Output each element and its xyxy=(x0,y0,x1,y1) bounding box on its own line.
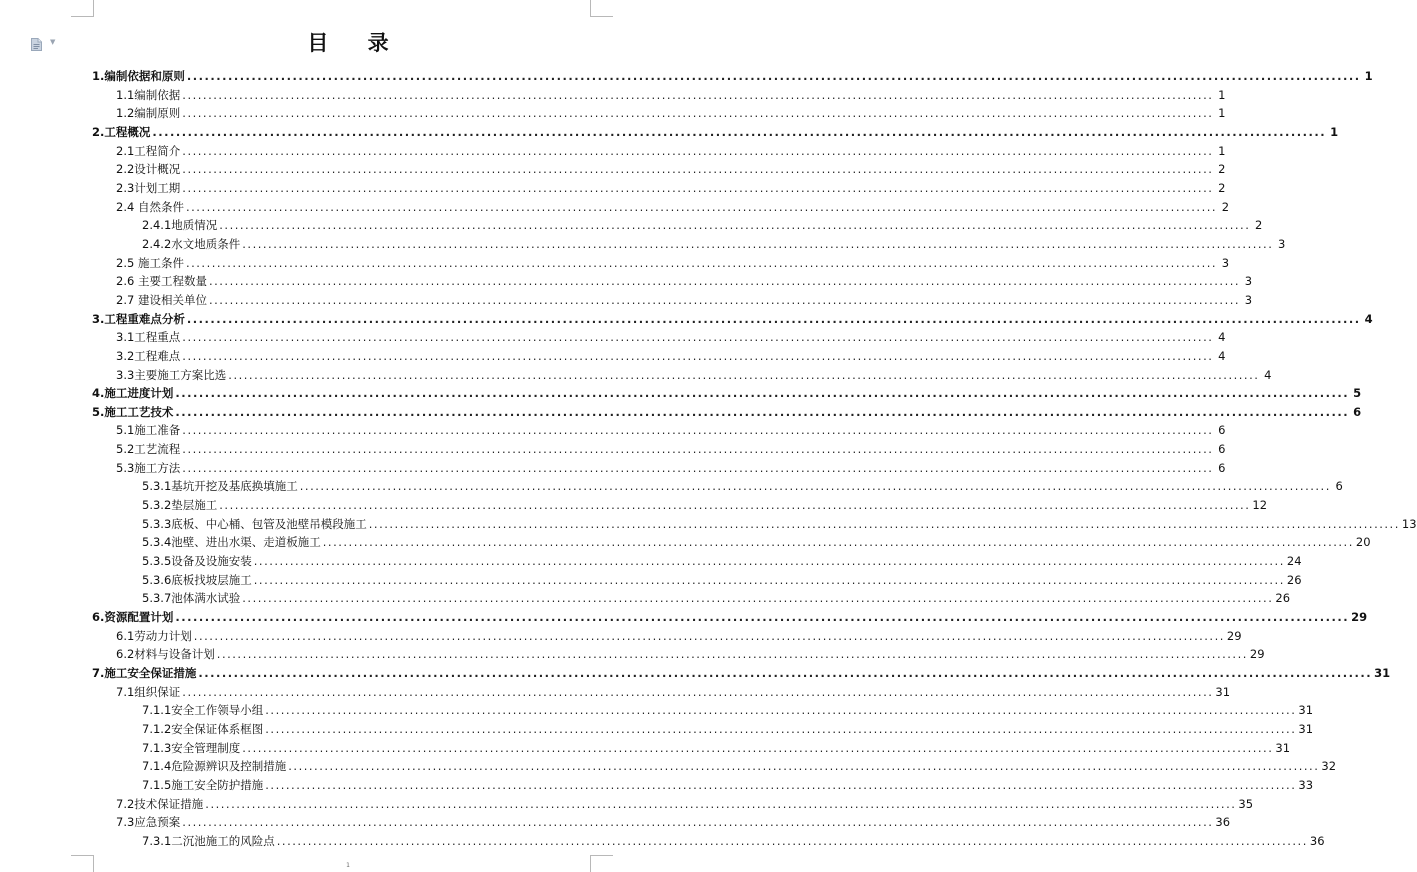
toc-leader-dots: ........................................................................................................................................................................................................ xyxy=(182,815,1214,830)
toc-leader-dots: ........................................................................................................................................................................................................ xyxy=(208,274,1241,289)
toc-entry-title: 7.1.1安全工作领导小组 xyxy=(142,703,264,718)
toc-entry[interactable] xyxy=(92,310,1373,329)
toc-entry[interactable] xyxy=(92,347,1226,366)
toc-entry-title: 6.资源配置计划 xyxy=(92,610,174,625)
toc-leader-dots: ........................................................................................................................................................................................................ xyxy=(182,348,1214,363)
toc-entry-page: 12 xyxy=(1252,498,1268,513)
toc-entry-page: 36 xyxy=(1309,833,1325,848)
toc-leader-dots: ........................................................................................................................................................................................................ xyxy=(175,404,1350,419)
toc-entry-page: 31 xyxy=(1215,684,1231,699)
toc-entry[interactable] xyxy=(92,328,1226,347)
toc-entry[interactable] xyxy=(92,104,1226,123)
toc-entry-page: 31 xyxy=(1298,721,1314,736)
toc-entry-title: 7.1.5施工安全防护措施 xyxy=(142,777,264,792)
toc-entry-page: 29 xyxy=(1226,628,1242,643)
toc-leader-dots: ........................................................................................................................................................................................................ xyxy=(265,703,1297,718)
toc-entry[interactable] xyxy=(92,720,1314,739)
toc-entry-title: 5.3.1基坑开挖及基底换填施工 xyxy=(142,479,298,494)
toc-entry-page: 31 xyxy=(1374,666,1391,680)
toc-entry[interactable] xyxy=(92,291,1253,310)
toc-entry-title: 5.3.4池壁、进出水渠、走道板施工 xyxy=(142,535,321,550)
toc-entry[interactable] xyxy=(92,496,1268,515)
toc-entry-title: 2.6 主要工程数量 xyxy=(116,274,207,289)
toc-leader-dots: ........................................................................................................................................................................................................ xyxy=(193,628,1225,643)
toc-entry-page: 1 xyxy=(1364,69,1373,83)
toc-entry-page: 26 xyxy=(1275,591,1291,606)
toc-entry-page: 1 xyxy=(1218,106,1226,121)
toc-leader-dots: ........................................................................................................................................................................................................ xyxy=(242,591,1274,606)
toc-entry[interactable] xyxy=(92,142,1226,161)
toc-entry-title: 7.3.1二沉池施工的风险点 xyxy=(142,833,275,848)
toc-entry-page: 2 xyxy=(1221,199,1230,214)
toc-entry[interactable] xyxy=(92,627,1242,646)
toc-entry-title: 7.1组织保证 xyxy=(116,684,181,699)
toc-leader-dots: ........................................................................................................................................................................................................ xyxy=(208,292,1241,307)
toc-leader-dots: ........................................................................................................................................................................................................ xyxy=(175,386,1350,401)
toc-entry-title: 3.工程重难点分析 xyxy=(92,311,185,326)
toc-entry-title: 1.编制依据和原则 xyxy=(92,69,185,83)
toc-entry-page: 29 xyxy=(1351,610,1368,625)
toc-entry-page: 35 xyxy=(1238,796,1254,811)
toc-leader-dots: ........................................................................................................................................................................................................ xyxy=(242,740,1274,755)
toc-entry[interactable] xyxy=(92,757,1337,776)
toc-entry-title: 2.1工程简介 xyxy=(116,143,181,158)
toc-entry-title: 2.3计划工期 xyxy=(116,180,181,195)
toc-entry-page: 29 xyxy=(1249,647,1265,662)
toc-leader-dots: ........................................................................................................................................................................................................ xyxy=(182,330,1214,345)
toc-entry-page: 13 xyxy=(1401,516,1417,531)
toc-entry-page: 6 xyxy=(1353,404,1362,419)
toc-entry-title: 4.施工进度计划 xyxy=(92,386,174,401)
toc-leader-dots: ........................................................................................................................................................................................................ xyxy=(186,69,1361,83)
toc-entry-title: 3.2工程难点 xyxy=(116,348,181,363)
toc-entry-title: 1.2编制原则 xyxy=(116,106,181,121)
toc-entry-page: 26 xyxy=(1286,572,1302,587)
toc-leader-dots: ........................................................................................................................................................................................................ xyxy=(216,647,1248,662)
toc-entry-page: 6 xyxy=(1218,423,1226,438)
toc-leader-dots: ........................................................................................................................................................................................................ xyxy=(185,255,1218,270)
toc-leader-dots: ........................................................................................................................................................................................................ xyxy=(265,777,1297,792)
toc-leader-dots: ........................................................................................................................................................................................................ xyxy=(182,87,1214,102)
toc-entry[interactable] xyxy=(92,533,1371,552)
toc-entry[interactable] xyxy=(92,795,1254,814)
toc-entry-page: 20 xyxy=(1355,535,1371,550)
toc-entry-page: 1 xyxy=(1218,143,1226,158)
toc-leader-dots: ........................................................................................................................................................................................................ xyxy=(228,367,1260,382)
toc-entry-title: 7.1.4危险源辨识及控制措施 xyxy=(142,759,287,774)
toc-entry-title: 1.1编制依据 xyxy=(116,87,181,102)
toc-entry[interactable] xyxy=(92,645,1265,664)
toc-leader-dots: ........................................................................................................................................................................................................ xyxy=(253,554,1285,569)
toc-entry-title: 5.1施工准备 xyxy=(116,423,181,438)
toc-leader-dots: ........................................................................................................................................................................................................ xyxy=(276,833,1308,848)
toc-entry-page: 6 xyxy=(1218,442,1226,457)
toc-entry[interactable] xyxy=(92,384,1362,403)
toc-entry[interactable] xyxy=(92,776,1314,795)
toc-entry[interactable] xyxy=(92,683,1231,702)
toc-entry-title: 3.3主要施工方案比选 xyxy=(116,367,227,382)
toc-entry-title: 7.2技术保证措施 xyxy=(116,796,204,811)
toc-entry[interactable] xyxy=(92,67,1373,86)
toc-entry-title: 2.5 施工条件 xyxy=(116,255,184,270)
toc-entry[interactable] xyxy=(92,440,1226,459)
toc-leader-dots: ........................................................................................................................................................................................................ xyxy=(198,666,1373,680)
toc-entry-title: 5.3.3底板、中心桶、包管及池壁吊模段施工 xyxy=(142,516,367,531)
toc-entry[interactable] xyxy=(92,664,1391,683)
toc-leader-dots: ........................................................................................................................................................................................................ xyxy=(299,479,1331,494)
toc-entry[interactable] xyxy=(92,421,1226,440)
toc-entry-title: 6.1劳动力计划 xyxy=(116,628,192,643)
toc-entry-title: 6.2材料与设备计划 xyxy=(116,647,215,662)
toc-entry[interactable] xyxy=(92,160,1226,179)
toc-entry[interactable] xyxy=(92,701,1314,720)
toc-leader-dots: ........................................................................................................................................................................................................ xyxy=(368,516,1400,531)
toc-entry-page: 2 xyxy=(1218,180,1226,195)
toc-entry-title: 7.3应急预案 xyxy=(116,815,181,830)
toc-entry[interactable] xyxy=(92,198,1230,217)
toc-entry[interactable] xyxy=(92,589,1291,608)
toc-leader-dots: ........................................................................................................................................................................................................ xyxy=(182,442,1214,457)
crop-mark-top-right xyxy=(590,0,613,17)
toc-entry[interactable] xyxy=(92,403,1362,422)
toc-entry-page: 3 xyxy=(1244,292,1253,307)
toc-entry[interactable] xyxy=(92,459,1226,478)
toc-entry-page: 2 xyxy=(1218,162,1226,177)
toc-entry[interactable] xyxy=(92,86,1226,105)
toc-entry[interactable] xyxy=(92,832,1325,851)
toc-leader-dots: ........................................................................................................................................................................................................ xyxy=(205,796,1237,811)
toc-entry-page: 31 xyxy=(1275,740,1291,755)
chevron-down-icon[interactable]: ▼ xyxy=(50,38,56,46)
toc-entry-title: 2.4.2水文地质条件 xyxy=(142,236,241,251)
toc-entry-page: 4 xyxy=(1264,367,1272,382)
toc-entry-page: 2 xyxy=(1255,218,1263,233)
toc-leader-dots: ........................................................................................................................................................................................................ xyxy=(322,535,1354,550)
toc-entry-page: 3 xyxy=(1244,274,1253,289)
toc-leader-dots: ........................................................................................................................................................................................................ xyxy=(182,143,1214,158)
toc-entry-title: 2.4.1地质情况 xyxy=(142,218,218,233)
toc-leader-dots: ........................................................................................................................................................................................................ xyxy=(152,124,1327,139)
toc-entry[interactable] xyxy=(92,813,1231,832)
toc-entry[interactable] xyxy=(92,216,1263,235)
toc-leader-dots: ........................................................................................................................................................................................................ xyxy=(288,759,1320,774)
toc-entry-page: 4 xyxy=(1218,348,1226,363)
table-of-contents xyxy=(92,67,1417,851)
toc-entry-title: 2.工程概况 xyxy=(92,124,151,139)
toc-leader-dots: ........................................................................................................................................................................................................ xyxy=(219,218,1251,233)
toc-entry[interactable] xyxy=(92,366,1272,385)
toc-leader-dots: ........................................................................................................................................................................................................ xyxy=(186,311,1361,326)
toc-leader-dots: ........................................................................................................................................................................................................ xyxy=(182,162,1214,177)
toc-leader-dots: ........................................................................................................................................................................................................ xyxy=(182,684,1214,699)
toc-entry-page: 5 xyxy=(1353,386,1362,401)
toc-entry-page: 1 xyxy=(1218,87,1226,102)
toc-entry-title: 2.7 建设相关单位 xyxy=(116,292,207,307)
toc-entry-title: 2.2设计概况 xyxy=(116,162,181,177)
toc-entry-page: 31 xyxy=(1298,703,1314,718)
toc-entry-page: 1 xyxy=(1330,124,1339,139)
toc-entry-title: 7.1.3安全管理制度 xyxy=(142,740,241,755)
toc-leader-dots: ........................................................................................................................................................................................................ xyxy=(219,498,1251,513)
toc-entry-title: 5.2工艺流程 xyxy=(116,442,181,457)
toc-entry-page: 33 xyxy=(1298,777,1314,792)
toc-leader-dots: ........................................................................................................................................................................................................ xyxy=(182,423,1214,438)
toc-entry-title: 7.施工安全保证措施 xyxy=(92,666,197,680)
toc-leader-dots: ........................................................................................................................................................................................................ xyxy=(242,236,1274,251)
toc-entry[interactable] xyxy=(92,477,1343,496)
toc-entry-title: 5.3.6底板找坡层施工 xyxy=(142,572,252,587)
toc-entry-page: 4 xyxy=(1218,330,1226,345)
toc-entry[interactable] xyxy=(92,571,1302,590)
toc-leader-dots: ........................................................................................................................................................................................................ xyxy=(265,721,1297,736)
toc-entry[interactable] xyxy=(92,123,1339,142)
toc-leader-dots: ........................................................................................................................................................................................................ xyxy=(185,199,1218,214)
toc-entry[interactable] xyxy=(92,515,1417,534)
toc-entry-title: 5.3施工方法 xyxy=(116,460,181,475)
toc-entry[interactable] xyxy=(92,608,1368,627)
toc-entry-title: 5.施工工艺技术 xyxy=(92,404,174,419)
toc-entry-page: 24 xyxy=(1286,554,1302,569)
toc-entry-title: 7.1.2安全保证体系框图 xyxy=(142,721,264,736)
toc-entry-title: 5.3.2垫层施工 xyxy=(142,498,218,513)
toc-entry[interactable] xyxy=(92,235,1286,254)
page-title: 目 录 xyxy=(307,30,405,55)
page-number-footer: 1 xyxy=(346,862,350,869)
toc-entry-title: 3.1工程重点 xyxy=(116,330,181,345)
toc-entry-title: 5.3.7池体满水试验 xyxy=(142,591,241,606)
toc-entry-page: 6 xyxy=(1335,479,1343,494)
toc-leader-dots: ........................................................................................................................................................................................................ xyxy=(182,106,1214,121)
toc-leader-dots: ........................................................................................................................................................................................................ xyxy=(182,460,1214,475)
toc-entry-page: 32 xyxy=(1321,759,1337,774)
toc-entry[interactable] xyxy=(92,552,1302,571)
toc-entry[interactable] xyxy=(92,272,1253,291)
toc-leader-dots: ........................................................................................................................................................................................................ xyxy=(182,180,1214,195)
crop-mark-top-left xyxy=(71,0,94,17)
toc-entry-page: 3 xyxy=(1278,236,1286,251)
toc-entry-page: 3 xyxy=(1221,255,1230,270)
toc-entry-title: 2.4 自然条件 xyxy=(116,199,184,214)
toc-entry-page: 6 xyxy=(1218,460,1226,475)
toc-entry-title: 5.3.5设备及设施安装 xyxy=(142,554,252,569)
toc-entry[interactable] xyxy=(92,179,1226,198)
toc-leader-dots: ........................................................................................................................................................................................................ xyxy=(253,572,1285,587)
toc-entry[interactable] xyxy=(92,254,1230,273)
toc-entry-page: 4 xyxy=(1364,311,1373,326)
toc-entry[interactable] xyxy=(92,739,1291,758)
toc-entry-page: 36 xyxy=(1215,815,1231,830)
toc-leader-dots: ........................................................................................................................................................................................................ xyxy=(175,610,1350,625)
